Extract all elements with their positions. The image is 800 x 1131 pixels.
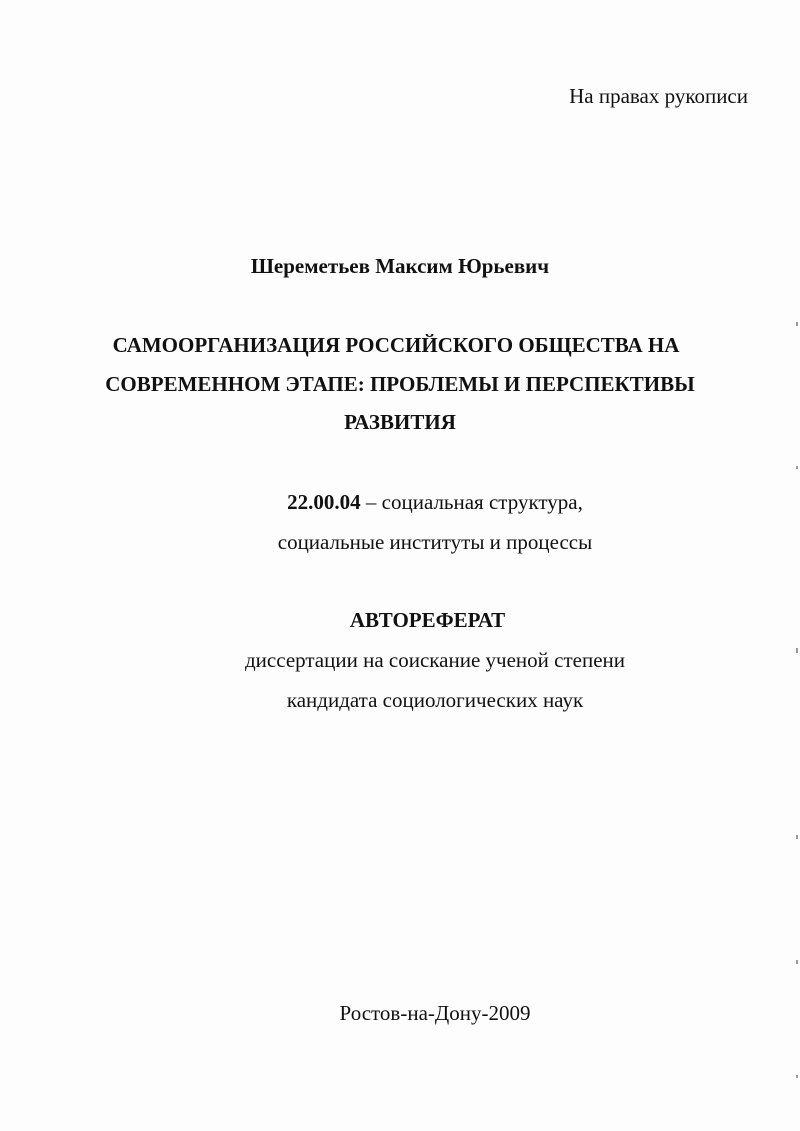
abstract-line-2: кандидата социологических наук	[286, 688, 584, 712]
specialty-line-1	[0, 492, 800, 513]
author-name: Шереметьев Максим Юрьевич	[250, 254, 550, 278]
scan-speck	[796, 466, 798, 469]
scan-speck	[796, 322, 798, 326]
abstract-line-1: диссертации на соискание ученой степени	[245, 648, 625, 672]
scan-speck	[796, 835, 798, 839]
place-year: Ростов-на-Дону-2009	[339, 1001, 531, 1025]
scan-speck	[796, 1075, 798, 1078]
title-line-1: САМООРГАНИЗАЦИЯ РОССИЙСКОГО ОБЩЕСТВА НА	[112, 333, 680, 357]
title-line-2: СОВРЕМЕННОМ ЭТАПЕ: ПРОБЛЕМЫ И ПЕРСПЕКТИВЫ	[105, 372, 695, 396]
rights-note: На правах рукописи	[569, 84, 748, 108]
scan-speck	[796, 960, 798, 964]
specialty-code: 22.00.04	[287, 490, 361, 514]
abstract-label: АВТОРЕФЕРАТ	[349, 608, 506, 632]
title-line-3: РАЗВИТИЯ	[344, 410, 456, 434]
scan-speck	[796, 648, 798, 653]
specialty-description: – социальная структура,	[360, 490, 583, 514]
specialty-line-2: социальные институты и процессы	[277, 530, 593, 554]
